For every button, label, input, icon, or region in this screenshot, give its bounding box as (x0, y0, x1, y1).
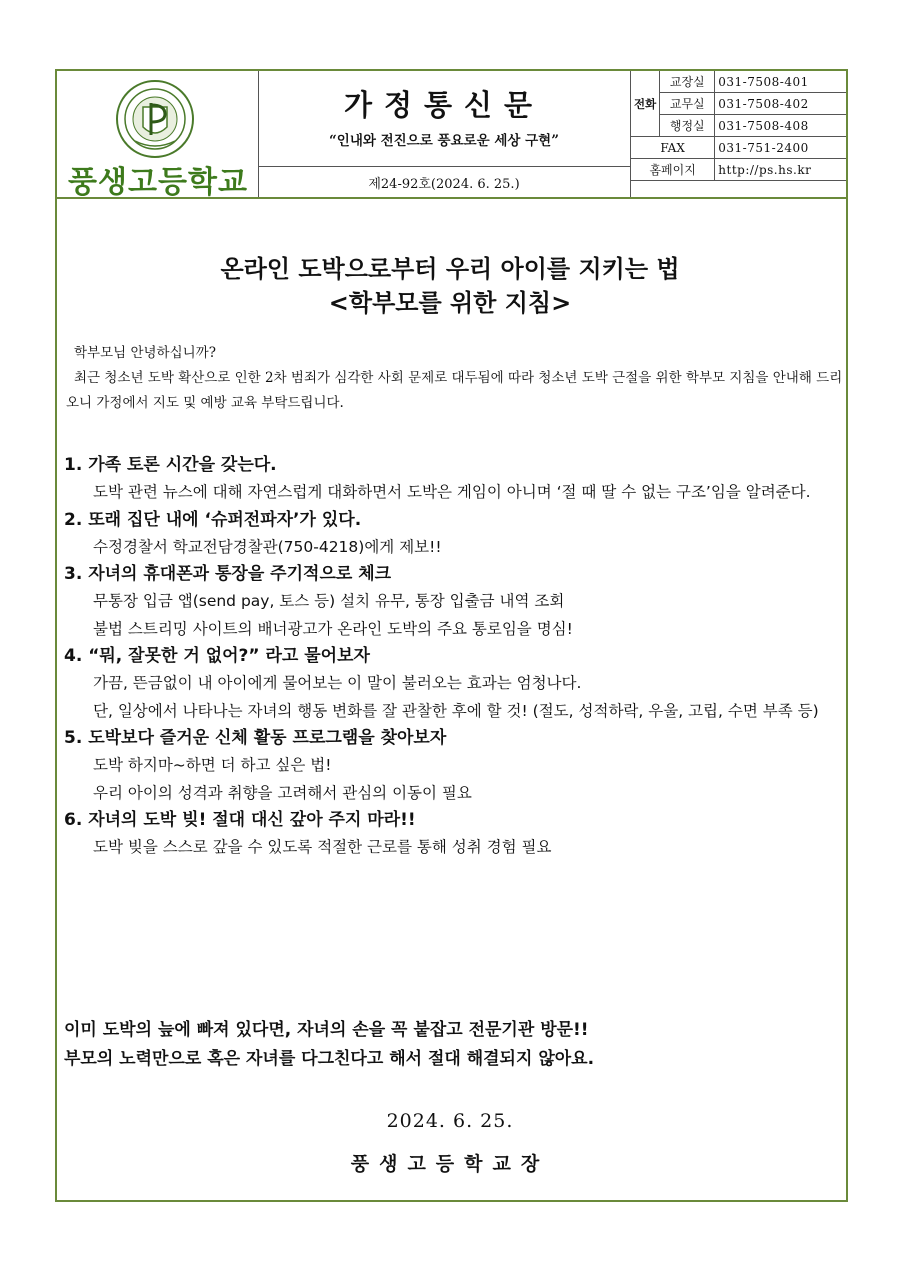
guideline-text: 단, 일상에서 나타나는 자녀의 행동 변화를 잘 관찰한 후에 할 것! (절도, 성적하락, 우울, 고립, 수면 부족 등) (93, 701, 819, 720)
contact-table (630, 71, 846, 181)
contact-label: 교장실 (660, 71, 715, 93)
guideline-heading: 3. 자녀의 휴대폰과 통장을 주기적으로 체크 (64, 564, 392, 584)
warning-line: 부모의 노력만으로 혹은 자녀를 다그친다고 해서 절대 해결되지 않아요. (64, 1049, 595, 1069)
school-logo-block (57, 71, 259, 200)
warning-block (64, 1016, 854, 1074)
notice-title-line1: 온라인 도박으로부터 우리 아이를 지키는 법 (220, 255, 680, 283)
school-name: 풍생고등학교 (68, 165, 248, 200)
intro-text: 최근 청소년 도박 확산으로 인한 2차 범죄가 심각한 사회 문제로 대두됨에 따라 청소년 도박 근절을 위한 학부모 지침을 안내해 드리오니 가정에서 지도 및 예방 교육 부탁드립니다. (66, 370, 843, 411)
contact-label: 행정실 (660, 115, 715, 137)
greeting-block (66, 341, 846, 416)
contact-number: 031-7508-402 (715, 93, 846, 115)
fax-number: 031-751-2400 (715, 137, 846, 159)
guideline-text: 우리 아이의 성격과 취향을 고려해서 관심의 이동이 필요 (93, 783, 472, 802)
notice-title-line2: <학부모를 위한 지침> (328, 289, 572, 317)
guideline-item (64, 507, 846, 562)
letter-header (57, 71, 846, 199)
homepage-link[interactable]: http://ps.hs.kr (715, 159, 846, 181)
guideline-text: 수정경찰서 학교전담경찰관(750-4218)에게 제보!! (93, 537, 442, 556)
school-seal-icon (115, 79, 195, 159)
homepage-label: 홈페이지 (631, 159, 715, 181)
contact-label: 교무실 (660, 93, 715, 115)
intro-paragraph (66, 366, 846, 416)
guideline-text: 도박 빚을 스스로 갚을 수 있도록 적절한 근로를 통해 성취 경험 필요 (93, 838, 552, 856)
greeting: 학부모님 안녕하십니까? (74, 345, 216, 361)
contact-number: 031-7508-408 (715, 115, 846, 137)
guideline-text: 도박 하지마~하면 더 하고 싶은 법! (93, 756, 332, 774)
guideline-item (64, 725, 846, 807)
guideline-heading: 2. 또래 집단 내에 ‘슈퍼전파자’가 있다. (64, 509, 362, 530)
guideline-heading: 5. 도박보다 즐거운 신체 활동 프로그램을 찾아보자 (64, 728, 447, 748)
fax-label: FAX (631, 137, 715, 159)
issue-number: 제24-92호(2024. 6. 25.) (368, 177, 520, 192)
contact-number: 031-7508-401 (715, 71, 846, 93)
issue-block (258, 166, 631, 197)
issue-date: 2024. 6. 25. (386, 1110, 514, 1132)
school-motto: “인내와 전진으로 풍요로운 세상 구현” (329, 133, 559, 149)
guideline-item (64, 643, 846, 725)
guideline-heading: 6. 자녀의 도박 빚! 절대 대신 갚아 주지 마라!! (64, 810, 416, 830)
guideline-item (64, 807, 846, 862)
phone-label: 전화 (631, 71, 660, 137)
guideline-text: 불법 스트리밍 사이트의 배너광고가 온라인 도박의 주요 통로임을 명심! (93, 619, 573, 638)
guideline-text: 무통장 입금 앱(send pay, 토스 등) 설치 유무, 통장 입출금 내역 조회 (93, 592, 565, 610)
guideline-item (64, 452, 846, 507)
principal-signature: 풍생고등학교장 (350, 1153, 550, 1175)
warning-line: 이미 도박의 늪에 빠져 있다면, 자녀의 손을 꼭 붙잡고 전문기관 방문!! (64, 1020, 589, 1040)
guideline-list (64, 452, 846, 862)
guideline-item (64, 561, 846, 643)
title-block (258, 71, 631, 167)
guideline-text: 도박 관련 뉴스에 대해 자연스럽게 대화하면서 도박은 게임이 아니며 ‘절 때 딸 수 없는 구조’임을 알려준다. (93, 483, 811, 501)
guideline-text: 가끔, 뜬금없이 내 아이에게 물어보는 이 말이 불러오는 효과는 엄청나다. (93, 674, 582, 692)
document-title: 가정통신문 (343, 88, 545, 122)
notice-title (0, 252, 900, 320)
guideline-heading: 4. “뭐, 잘못한 거 없어?” 라고 물어보자 (64, 646, 370, 666)
guideline-heading: 1. 가족 토론 시간을 갖는다. (64, 455, 277, 475)
